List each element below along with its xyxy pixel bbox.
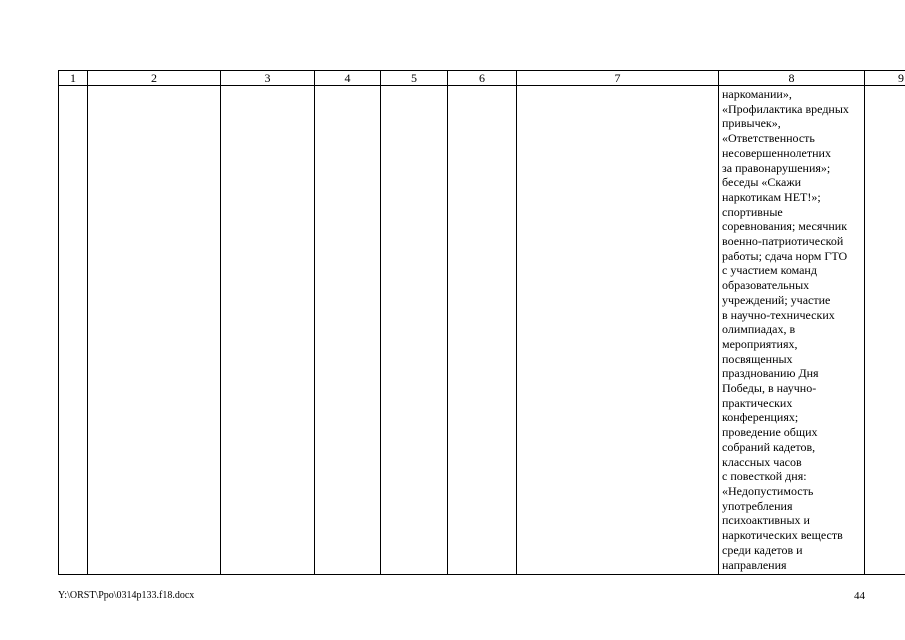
- text-line: «Профилактика вредных: [722, 101, 849, 116]
- cell-col-1: [59, 86, 88, 575]
- text-line: «Недопустимость: [722, 483, 814, 498]
- text-line: учреждений; участие: [722, 292, 831, 307]
- text-line: психоактивных и: [722, 513, 810, 528]
- page-number: 44: [854, 590, 865, 602]
- text-line: направления: [722, 557, 787, 572]
- footer-file-path: Y:\ORST\Ppo\0314p133.f18.docx: [58, 590, 195, 601]
- text-line: наркотических веществ: [722, 528, 843, 543]
- cell-col-9: [865, 86, 905, 575]
- text-line: собраний кадетов,: [722, 439, 816, 454]
- cell-col-8-text: [719, 86, 864, 572]
- text-line: посвященных: [722, 351, 793, 366]
- column-header-5: 5: [381, 71, 448, 86]
- text-line: «Ответственность: [722, 131, 815, 146]
- cell-col-8: [719, 86, 865, 575]
- column-header-2: 2: [88, 71, 221, 86]
- text-line: работы; сдача норм ГТО: [722, 248, 848, 263]
- cell-col-7: [517, 86, 719, 575]
- text-line: несовершеннолетних: [722, 145, 831, 160]
- column-header-9: 9: [865, 71, 905, 86]
- cell-col-4: [315, 86, 381, 575]
- text-line: с участием команд: [722, 263, 817, 278]
- text-line: наркотикам НЕТ!»;: [722, 189, 821, 204]
- header-row: [59, 71, 905, 86]
- cell-col-3: [221, 86, 315, 575]
- text-line: среди кадетов и: [722, 542, 803, 557]
- cell-col-5: [381, 86, 448, 575]
- text-line: проведение общих: [722, 425, 818, 440]
- text-line: соревнования; месячник: [722, 219, 848, 234]
- table-row: [59, 86, 905, 575]
- cell-col-6: [448, 86, 517, 575]
- text-line: наркомании»,: [722, 87, 792, 101]
- text-line: образовательных: [722, 278, 810, 293]
- text-line: олимпиадах, в: [722, 322, 796, 337]
- column-header-4: 4: [315, 71, 381, 86]
- text-line: с повесткой дня:: [722, 469, 807, 484]
- cell-col-2: [88, 86, 221, 575]
- column-header-8: 8: [719, 71, 865, 86]
- text-line: беседы «Скажи: [722, 175, 802, 190]
- text-line: за правонарушения»;: [722, 160, 831, 175]
- text-line: практических: [722, 395, 793, 410]
- document-table: [58, 70, 905, 575]
- text-line: классных часов: [722, 454, 802, 469]
- column-header-3: 3: [221, 71, 315, 86]
- text-line: мероприятиях,: [722, 336, 798, 351]
- text-line: Победы, в научно-: [722, 381, 817, 396]
- text-line: конференциях;: [722, 410, 799, 425]
- column-header-6: 6: [448, 71, 517, 86]
- text-line: привычек»,: [722, 116, 781, 131]
- column-header-7: 7: [517, 71, 719, 86]
- text-line: употребления: [722, 498, 793, 513]
- text-line: в научно-технических: [722, 307, 835, 322]
- text-line: празднованию Дня: [722, 366, 819, 381]
- text-line: спортивные: [722, 204, 783, 219]
- column-header-1: 1: [59, 71, 88, 86]
- text-line: военно-патриотической: [722, 234, 844, 249]
